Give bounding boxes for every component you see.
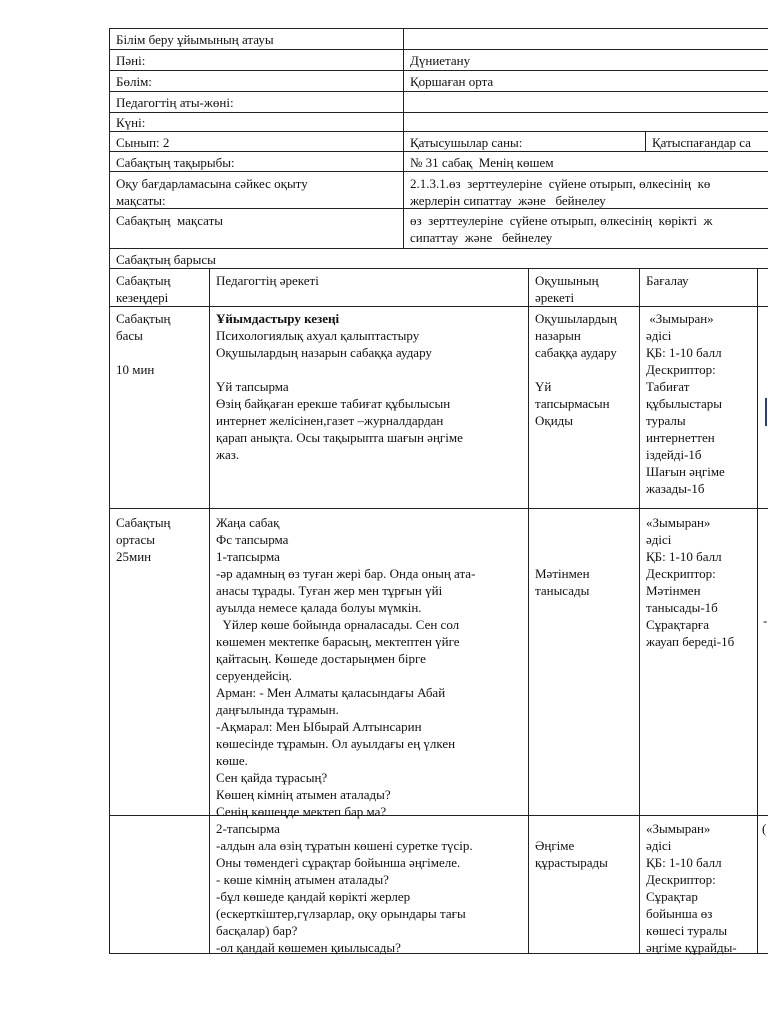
table-border [109, 28, 110, 954]
table-border [109, 112, 768, 113]
row3-teacher-line: (ескерткіштер,гүлзарлар, оқу орындары тағы [216, 906, 466, 921]
row2-teacher-line: серуендейсің. [216, 668, 293, 683]
row1-assessment-line: интернеттен [646, 430, 715, 445]
row3-assessment-line: Сұрақтар [646, 889, 698, 904]
row2-teacher-line: Сенің көшеңде мектеп бар ма? [216, 804, 387, 819]
col-header-student: Оқушының [535, 273, 599, 288]
row1-student-line: назарын [535, 328, 581, 343]
row1-stage: 10 мин [116, 362, 155, 377]
table-border [109, 248, 768, 249]
row2-teacher-line: көшесінде тұрамын. Ол ауылдағы ең үлкен [216, 736, 456, 751]
row2-teacher-line: Фс тапсырма [216, 532, 289, 547]
objectives-value: жерлерін сипаттау және бейнелеу [410, 193, 606, 208]
row1-assessment-line: туралы [646, 413, 686, 428]
row2-student-line: танысады [535, 583, 590, 598]
table-border [645, 131, 646, 151]
row3-teacher-line: Оны төмендегі сұрақтар бойынша әңгімеле. [216, 855, 461, 870]
objectives-value: 2.1.3.1.өз зерттеулеріне сүйене отырып, өлкесінің кө [410, 176, 711, 191]
row2-teacher-line: -Ақмарал: Мен Ыбырай Алтынсарин [216, 719, 422, 734]
lesson-progress-heading: Сабақтың барысы [116, 252, 216, 267]
row2-teacher-line: ауылда немесе қалада болуы мүмкін. [216, 600, 422, 615]
row1-assessment-line: «Зымыран» [646, 311, 714, 326]
row2-assessment-line: ҚБ: 1-10 балл [646, 549, 722, 564]
row2-stage: ортасы [116, 532, 155, 547]
row2-assessment-line: «Зымыран» [646, 515, 711, 530]
row3-student-line: Әңгіме [535, 838, 575, 853]
topic-value: № 31 сабақ Менің көшем [410, 155, 554, 170]
row1-student-line: тапсырмасын [535, 396, 610, 411]
table-border [109, 171, 768, 172]
topic-label: Сабақтың тақырыбы: [116, 155, 235, 170]
row1-stage: басы [116, 328, 143, 343]
row3-teacher-line: -алдын ала өзің тұратын көшені суретке түсір. [216, 838, 473, 853]
row3-student-line: құрастырады [535, 855, 608, 870]
table-border [109, 815, 768, 816]
edge-fragment: ( [762, 821, 767, 836]
row3-assessment-line: Дескриптор: [646, 872, 716, 887]
row1-teacher-line: Өзің байқаған ерекше табиғат құбылысын [216, 396, 451, 411]
row2-stage: Сабақтың [116, 515, 171, 530]
col-header-assessment: Бағалау [646, 273, 689, 288]
row2-student-line: Мәтінмен [535, 566, 590, 581]
table-border [109, 131, 768, 132]
row3-assessment-line: әдісі [646, 838, 672, 853]
present-count-label: Қатысушылар саны: [410, 135, 523, 150]
class-label: Сынып: 2 [116, 135, 170, 150]
row3-teacher-line: -ол қандай көшемен қиылысады? [216, 940, 401, 955]
table-border [757, 268, 758, 954]
table-border [109, 91, 768, 92]
row1-assessment-line: ҚБ: 1-10 балл [646, 345, 722, 360]
row2-teacher-line: Сен қайда тұрасың? [216, 770, 328, 785]
date-label: Күні: [116, 115, 146, 130]
table-border [109, 49, 768, 50]
row2-teacher-line: көше. [216, 753, 248, 768]
table-border [403, 28, 404, 248]
row1-teacher-line: интернет желісінен,газет –журналдардан [216, 413, 444, 428]
table-border [109, 70, 768, 71]
row2-assessment-line: Мәтінмен [646, 583, 701, 598]
section-label: Бөлім: [116, 74, 152, 89]
row1-teacher-line: Үй тапсырма [216, 379, 289, 394]
row1-stage: Сабақтың [116, 311, 171, 326]
row1-student-line: Үй [535, 379, 552, 394]
table-border [209, 268, 210, 954]
table-border [109, 28, 768, 29]
row3-teacher-line: басқалар) бар? [216, 923, 298, 938]
table-border [109, 508, 768, 509]
row2-teacher-line: -әр адамның өз туған жері бар. Онда оның ата- [216, 566, 476, 581]
row2-teacher-line: көшемен мектепке барасың, мектептен үйге [216, 634, 460, 649]
row1-teacher-line: Оқушылардың назарын сабаққа аудару [216, 345, 432, 360]
col-header-stage: кезеңдері [116, 290, 169, 305]
row3-teacher-line: -бұл көшеде қандай көрікті жерлер [216, 889, 411, 904]
row1-teacher-title: Ұйымдастыру кезеңі [216, 311, 340, 326]
row2-assessment-line: Сұрақтарға [646, 617, 709, 632]
lesson-goal-label: Сабақтың мақсаты [116, 213, 224, 228]
row1-teacher-line: жаз. [216, 447, 240, 462]
edge-color-mark [765, 398, 767, 426]
row1-assessment-line: Дескриптор: [646, 362, 716, 377]
row1-assessment-line: Табиғат [646, 379, 690, 394]
row1-teacher-line: Психологиялық ахуал қалыптастыру [216, 328, 420, 343]
row3-teacher-line: - көше кімнің атымен аталады? [216, 872, 389, 887]
table-border [109, 268, 768, 269]
section-value: Қоршаған орта [410, 74, 494, 89]
row1-assessment-line: Шағын әңгіме [646, 464, 725, 479]
row3-assessment-line: көшесі туралы [646, 923, 728, 938]
row2-teacher-line: анасы тұрады. Туған жер мен тұрғын үйі [216, 583, 443, 598]
row1-student-line: Оқушылардың [535, 311, 617, 326]
objectives-label: Оқу бағдарламасына сәйкес оқыту [116, 176, 308, 191]
table-border [639, 268, 640, 954]
row1-student-line: сабаққа аудару [535, 345, 617, 360]
row2-teacher-line: Көшең кімнің атымен аталады? [216, 787, 391, 802]
row1-assessment-line: құбылыстары [646, 396, 723, 411]
table-border [528, 268, 529, 954]
subject-label: Пәні: [116, 53, 146, 68]
row3-assessment-line: бойынша өз [646, 906, 713, 921]
row3-assessment-line: «Зымыран» [646, 821, 711, 836]
row1-assessment-line: әдісі [646, 328, 672, 343]
row2-teacher-line: 1-тапсырма [216, 549, 280, 564]
subject-value: Дүниетану [410, 53, 471, 68]
table-border [109, 306, 768, 307]
col-header-student: әрекеті [535, 290, 575, 305]
col-header-teacher: Педагогтің әрекеті [216, 273, 319, 288]
lesson-goal-value: сипаттау және бейнелеу [410, 230, 553, 245]
row2-teacher-line: Үйлер көше бойында орналасады. Сен сол [216, 617, 460, 632]
row3-assessment-line: ҚБ: 1-10 балл [646, 855, 722, 870]
row1-teacher-line: қарап анықта. Осы тақырыпта шағын әңгіме [216, 430, 463, 445]
row3-assessment-line: әңгіме құрайды- [646, 940, 737, 955]
row1-assessment-line: іздейді-1б [646, 447, 702, 462]
row2-stage: 25мин [116, 549, 152, 564]
teacher-name-label: Педагогтің аты-жөні: [116, 95, 234, 110]
row2-assessment-line: танысады-1б [646, 600, 718, 615]
row2-teacher-line: қайтасың. Көшеде достарыңмен бірге [216, 651, 426, 666]
row2-teacher-line: даңғылында тұрамын. [216, 702, 339, 717]
edge-fragment: - [763, 613, 768, 628]
col-header-stage: Сабақтың [116, 273, 171, 288]
table-border [109, 151, 768, 152]
absent-count-label: Қатыспағандар са [652, 135, 751, 150]
row2-assessment-line: әдісі [646, 532, 672, 547]
row2-teacher-line: Арман: - Мен Алматы қаласындағы Абай [216, 685, 446, 700]
row2-teacher-line: Жаңа сабақ [216, 515, 280, 530]
row1-assessment-line: жазады-1б [646, 481, 705, 496]
objectives-label: мақсаты: [116, 193, 166, 208]
row2-assessment-line: жауап береді-1б [646, 634, 735, 649]
row1-student-line: Оқиды [535, 413, 574, 428]
row3-teacher-line: 2-тапсырма [216, 821, 280, 836]
lesson-goal-value: өз зерттеулеріне сүйене отырып, өлкесінің көрікті ж [410, 213, 713, 228]
org-label: Білім беру ұйымының атауы [116, 32, 274, 47]
row2-assessment-line: Дескриптор: [646, 566, 716, 581]
